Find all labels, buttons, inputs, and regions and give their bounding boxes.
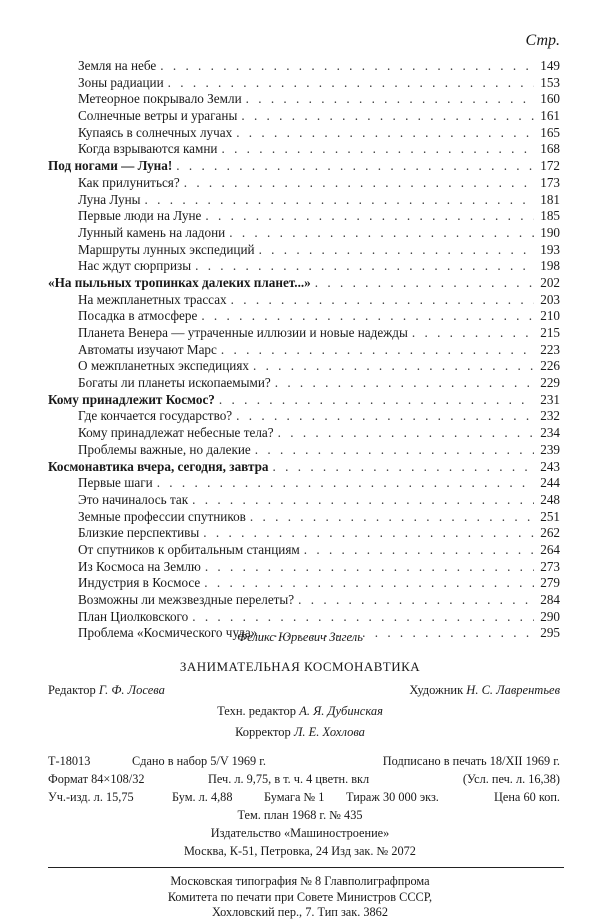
- dot-leader: [273, 459, 534, 476]
- toc-title: Метеорное покрывало Земли: [78, 91, 242, 107]
- toc-title: Автоматы изучают Марс: [78, 341, 217, 357]
- toc-title: Посадка в атмосфере: [78, 308, 198, 324]
- toc-page-number: 239: [540, 441, 560, 457]
- imprint-sheets: Печ. л. 9,75, в т. ч. 4 цветн. вкл: [208, 772, 370, 786]
- toc-page-number: 284: [540, 592, 560, 607]
- artist-label: Художник: [409, 683, 464, 697]
- dot-leader: [278, 425, 534, 442]
- toc-page-number: 229: [540, 375, 560, 391]
- artist-name: Н. С. Лаврентьев: [466, 683, 560, 697]
- toc-title: Когда взрываются камни: [78, 141, 218, 157]
- dot-leader: [304, 542, 534, 559]
- toc-entry: [48, 442, 560, 459]
- dot-leader: [259, 242, 534, 259]
- dot-leader: [205, 559, 534, 576]
- toc-section: [48, 459, 560, 476]
- dot-leader: [241, 108, 534, 125]
- dot-leader: [157, 475, 534, 492]
- toc-entry: [48, 58, 560, 75]
- toc-page-number: 168: [540, 141, 560, 157]
- toc-page-number: 273: [540, 558, 560, 574]
- imprint-address: Москва, К-51, Петровка, 24 Изд зак. № 2072: [184, 844, 416, 858]
- toc-entry: [48, 408, 560, 425]
- imprint-submitted: Сдано в набор 5/V 1969 г.: [132, 754, 266, 768]
- toc-title: Возможны ли межзвездные перелеты?: [78, 592, 295, 607]
- toc-entry: [48, 375, 560, 392]
- toc-page-number: 198: [540, 258, 560, 274]
- toc-page-number: 215: [540, 325, 560, 340]
- dot-leader: [246, 91, 534, 108]
- toc-entry: [48, 225, 560, 242]
- dot-leader: [315, 275, 534, 292]
- imprint-signed: Подписано в печать 18/XII 1969 г.: [382, 754, 560, 768]
- author-name: Феликс Юрьевич Зигель: [237, 630, 363, 644]
- toc-title: Нас ждут сюрпризы: [78, 258, 192, 274]
- table-of-contents: [48, 58, 560, 642]
- dot-leader: [221, 141, 534, 158]
- toc-entry: [48, 308, 560, 325]
- toc-section: [48, 275, 560, 292]
- tech-editor-credit: [0, 704, 600, 719]
- toc-entry: [48, 75, 560, 92]
- page-column-label: Стр.: [525, 32, 560, 49]
- dot-leader: [192, 609, 534, 626]
- toc-page-number: 262: [540, 525, 560, 541]
- editor-name: Г. Ф. Лосева: [98, 683, 165, 697]
- toc-title: Это начиналось так: [78, 491, 189, 507]
- toc-entry: [48, 258, 560, 275]
- dot-leader: [219, 392, 534, 409]
- toc-section: [48, 158, 560, 175]
- toc-page-number: 181: [540, 191, 560, 207]
- dot-leader: [236, 125, 534, 142]
- toc-title: О межпланетных экспедициях: [78, 358, 249, 374]
- toc-entry: [48, 358, 560, 375]
- toc-page-number: 203: [540, 291, 560, 307]
- toc-title: Купаясь в солнечных лучах: [78, 124, 233, 140]
- toc-entry: [48, 575, 560, 592]
- imprint-pub-sheets: Уч.-изд. л. 15,75: [48, 790, 134, 804]
- toc-title: Проблема «Космического чуда»: [78, 625, 258, 641]
- imprint-code: Т-18013: [48, 754, 91, 768]
- toc-title: Из Космоса на Землю: [78, 558, 201, 574]
- toc-page-number: 231: [540, 391, 560, 407]
- divider: [48, 867, 564, 868]
- toc-entry: [48, 342, 560, 359]
- toc-page-number: 251: [540, 508, 560, 524]
- tech-editor-label: Техн. редактор: [217, 704, 297, 718]
- toc-title: Зоны радиации: [78, 74, 164, 90]
- toc-entry: [48, 592, 560, 609]
- imprint-conv-sheets: (Усл. печ. л. 16,38): [462, 772, 560, 786]
- corrector-label: Корректор: [235, 725, 291, 739]
- dot-leader: [184, 175, 534, 192]
- corrector-name: Л. Е. Хохлова: [293, 725, 365, 739]
- printer-line: Московская типография № 8 Главполиграфпрома: [170, 874, 430, 888]
- imprint-price: Цена 60 коп.: [494, 790, 560, 804]
- dot-leader: [205, 208, 534, 225]
- toc-entry: [48, 609, 560, 626]
- toc-entry: [48, 325, 560, 342]
- toc-entry: [48, 125, 560, 142]
- toc-entry: [48, 192, 560, 209]
- toc-page-number: 161: [540, 108, 560, 124]
- dot-leader: [204, 575, 534, 592]
- toc-title: Кому принадлежит Космос?: [48, 391, 215, 407]
- imprint-format: Формат 84×108/32: [48, 772, 145, 786]
- toc-page-number: 210: [540, 308, 560, 324]
- toc-entry: [48, 475, 560, 492]
- dot-leader: [168, 75, 534, 92]
- dot-leader: [236, 408, 534, 425]
- imprint-paper: Бумага № 1: [264, 790, 325, 804]
- toc-page-number: 226: [540, 358, 560, 374]
- toc-page-number: 264: [540, 541, 560, 557]
- toc-entry: [48, 242, 560, 259]
- toc-title: Космонавтика вчера, сегодня, завтра: [48, 458, 269, 474]
- toc-page-number: 190: [540, 224, 560, 240]
- toc-page-number: 149: [540, 58, 560, 73]
- toc-page-number: 185: [540, 208, 560, 224]
- toc-entry: [48, 525, 560, 542]
- toc-page-number: 223: [540, 341, 560, 357]
- toc-title: На межпланетных трассах: [78, 291, 227, 307]
- dot-leader: [203, 525, 534, 542]
- toc-title: Земля на небе: [78, 58, 157, 73]
- dot-leader: [145, 192, 534, 209]
- book-title: ЗАНИМАТЕЛЬНАЯ КОСМОНАВТИКА: [179, 659, 421, 674]
- toc-title: Под ногами — Луна!: [48, 158, 173, 174]
- toc-page-number: 248: [540, 491, 560, 507]
- toc-title: Первые люди на Луне: [78, 208, 202, 224]
- dot-leader: [412, 325, 534, 342]
- imprint-plan: Тем. план 1968 г. № 435: [237, 808, 363, 822]
- toc-page-number: 290: [540, 608, 560, 624]
- dot-leader: [229, 225, 534, 242]
- toc-page-number: 172: [540, 158, 560, 174]
- imprint-run: Тираж 30 000 экз.: [346, 790, 439, 804]
- toc-title: Маршруты лунных экспедиций: [78, 241, 255, 257]
- toc-entry: [48, 492, 560, 509]
- toc-entry: [48, 175, 560, 192]
- imprint-paper-sheets: Бум. л. 4,88: [172, 790, 233, 804]
- toc-title: Богаты ли планеты ископаемыми?: [78, 375, 271, 391]
- toc-entry: [48, 91, 560, 108]
- toc-page-number: 295: [540, 625, 560, 641]
- tech-editor-name: А. Я. Дубинская: [299, 704, 383, 718]
- toc-page-number: 232: [540, 408, 560, 424]
- printer-info: [0, 874, 600, 921]
- toc-page-number: 153: [540, 74, 560, 90]
- toc-entry: [48, 292, 560, 309]
- toc-title: Проблемы важные, но далекие: [78, 441, 251, 457]
- toc-page-number: 244: [540, 475, 560, 491]
- toc-title: Где кончается государство?: [78, 408, 233, 424]
- toc-entry: [48, 141, 560, 158]
- toc-title: Луна Луны: [78, 191, 141, 207]
- toc-entry: [48, 559, 560, 576]
- toc-page-number: 160: [540, 91, 560, 107]
- dot-leader: [231, 292, 534, 309]
- toc-page-number: 234: [540, 425, 560, 441]
- toc-title: Лунный камень на ладони: [78, 224, 226, 240]
- toc-title: Кому принадлежат небесные тела?: [78, 425, 274, 441]
- toc-title: Близкие перспективы: [78, 525, 200, 541]
- dot-leader: [250, 509, 534, 526]
- toc-entry: [48, 509, 560, 526]
- toc-page-number: 173: [540, 174, 560, 190]
- toc-title: Земные профессии спутников: [78, 508, 246, 524]
- artist-credit: [409, 683, 560, 698]
- toc-title: От спутников к орбитальным станциям: [78, 541, 300, 557]
- dot-leader: [275, 375, 534, 392]
- toc-page-number: 279: [540, 575, 560, 591]
- dot-leader: [195, 258, 534, 275]
- toc-title: Первые шаги: [78, 475, 153, 491]
- printer-line: Хохловский пер., 7. Тип зак. 3862: [212, 905, 388, 919]
- toc-entry: [48, 542, 560, 559]
- dot-leader: [201, 308, 534, 325]
- dot-leader: [298, 592, 534, 609]
- corrector-credit: [0, 725, 600, 740]
- toc-entry: [48, 208, 560, 225]
- toc-entry: [48, 108, 560, 125]
- toc-page-number: 165: [540, 124, 560, 140]
- dot-leader: [255, 442, 534, 459]
- toc-section: [48, 392, 560, 409]
- toc-entry: [48, 425, 560, 442]
- toc-title: Планета Венера — утраченные иллюзии и новые надежды: [78, 325, 408, 340]
- dot-leader: [176, 158, 534, 175]
- dot-leader: [192, 492, 534, 509]
- toc-page-number: 193: [540, 241, 560, 257]
- toc-title: Солнечные ветры и ураганы: [78, 108, 238, 124]
- toc-page-number: 202: [540, 274, 560, 290]
- toc-title: План Циолковского: [78, 608, 189, 624]
- dot-leader: [160, 58, 534, 75]
- editor-label: Редактор: [48, 683, 96, 697]
- imprint-publisher: Издательство «Машиностроение»: [210, 826, 390, 840]
- toc-title: «На пыльных тропинках далеких планет...»: [48, 274, 311, 290]
- dot-leader: [253, 358, 534, 375]
- toc-page-number: 243: [540, 458, 560, 474]
- toc-title: Как прилуниться?: [78, 174, 180, 190]
- dot-leader: [221, 342, 534, 359]
- editor-credit: [48, 683, 165, 698]
- printer-line: Комитета по печати при Совете Министров СССР,: [167, 889, 433, 904]
- toc-title: Индустрия в Космосе: [78, 575, 201, 591]
